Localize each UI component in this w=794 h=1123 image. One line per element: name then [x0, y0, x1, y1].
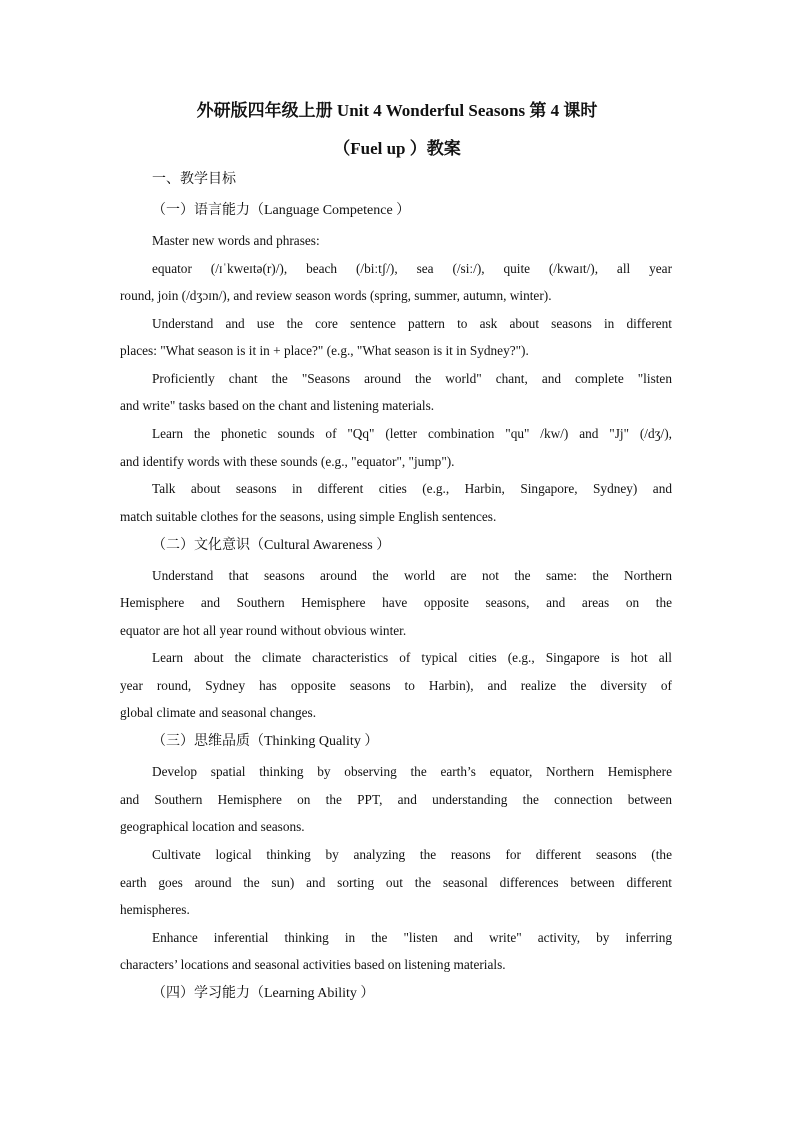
paragraph-line: earth goes around the sun) and sorting out the seasonal differences between different — [120, 875, 672, 890]
section-heading: 一、教学目标 — [152, 172, 236, 187]
paragraph-line: Hemisphere and Southern Hemisphere have opposite seasons, and areas on the — [120, 595, 672, 610]
document-title: 外研版四年级上册 Unit 4 Wonderful Seasons 第 4 课时 — [196, 101, 598, 120]
paragraph-line: Understand that seasons around the world are not the same: the Northern — [152, 568, 672, 583]
paragraph-line: places: "What season is it in + place?" (e.g., "What season is it in Sydney?"). — [120, 343, 529, 358]
subsection-heading: （四）学习能力（Learning Ability ） — [152, 986, 375, 1001]
paragraph-line: and Southern Hemisphere on the PPT, and understanding the connection between — [120, 792, 672, 807]
document-subtitle: （Fuel up ）教案 — [333, 139, 461, 158]
paragraph-line: Understand and use the core sentence pattern to ask about seasons in different — [152, 316, 672, 331]
subsection-heading: （一）语言能力（Language Competence ） — [152, 203, 411, 218]
paragraph-line: Master new words and phrases: — [152, 233, 320, 248]
subsection-heading: （三）思维品质（Thinking Quality ） — [152, 734, 379, 749]
paragraph-line: round, join (/dʒɔɪn/), and review season words (spring, summer, autumn, winter). — [120, 288, 552, 303]
paragraph-line: equator are hot all year round without obvious winter. — [120, 623, 407, 638]
paragraph-line: and identify words with these sounds (e.g., "equator", "jump"). — [120, 454, 455, 469]
subsection-heading: （二）文化意识（Cultural Awareness ） — [152, 538, 391, 553]
paragraph-line: match suitable clothes for the seasons, using simple English sentences. — [120, 509, 497, 524]
paragraph-line: Learn about the climate characteristics of typical cities (e.g., Singapore is hot all — [152, 650, 672, 665]
paragraph-line: and write" tasks based on the chant and listening materials. — [120, 398, 435, 413]
paragraph-line: year round, Sydney has opposite seasons to Harbin), and realize the diversity of — [120, 678, 672, 693]
paragraph-line: geographical location and seasons. — [120, 819, 305, 834]
paragraph-line: characters’ locations and seasonal activities based on listening materials. — [120, 957, 506, 972]
paragraph-line: Talk about seasons in different cities (e.g., Harbin, Singapore, Sydney) and — [152, 481, 672, 496]
paragraph-line: equator (/ɪˈkweɪtə(r)/), beach (/biːtʃ/), sea (/siː/), quite (/kwaɪt/), all year — [152, 261, 672, 276]
paragraph-line: Learn the phonetic sounds of "Qq" (letter combination "qu" /kw/) and "Jj" (/dʒ/), — [152, 426, 672, 441]
paragraph-line: Enhance inferential thinking in the "listen and write" activity, by inferring — [152, 930, 672, 945]
paragraph-line: hemispheres. — [120, 902, 190, 917]
paragraph-line: Proficiently chant the "Seasons around the world" chant, and complete "listen — [152, 371, 672, 386]
paragraph-line: global climate and seasonal changes. — [120, 705, 317, 720]
paragraph-line: Cultivate logical thinking by analyzing the reasons for different seasons (the — [152, 847, 672, 862]
paragraph-line: Develop spatial thinking by observing the earth’s equator, Northern Hemisphere — [152, 764, 672, 779]
